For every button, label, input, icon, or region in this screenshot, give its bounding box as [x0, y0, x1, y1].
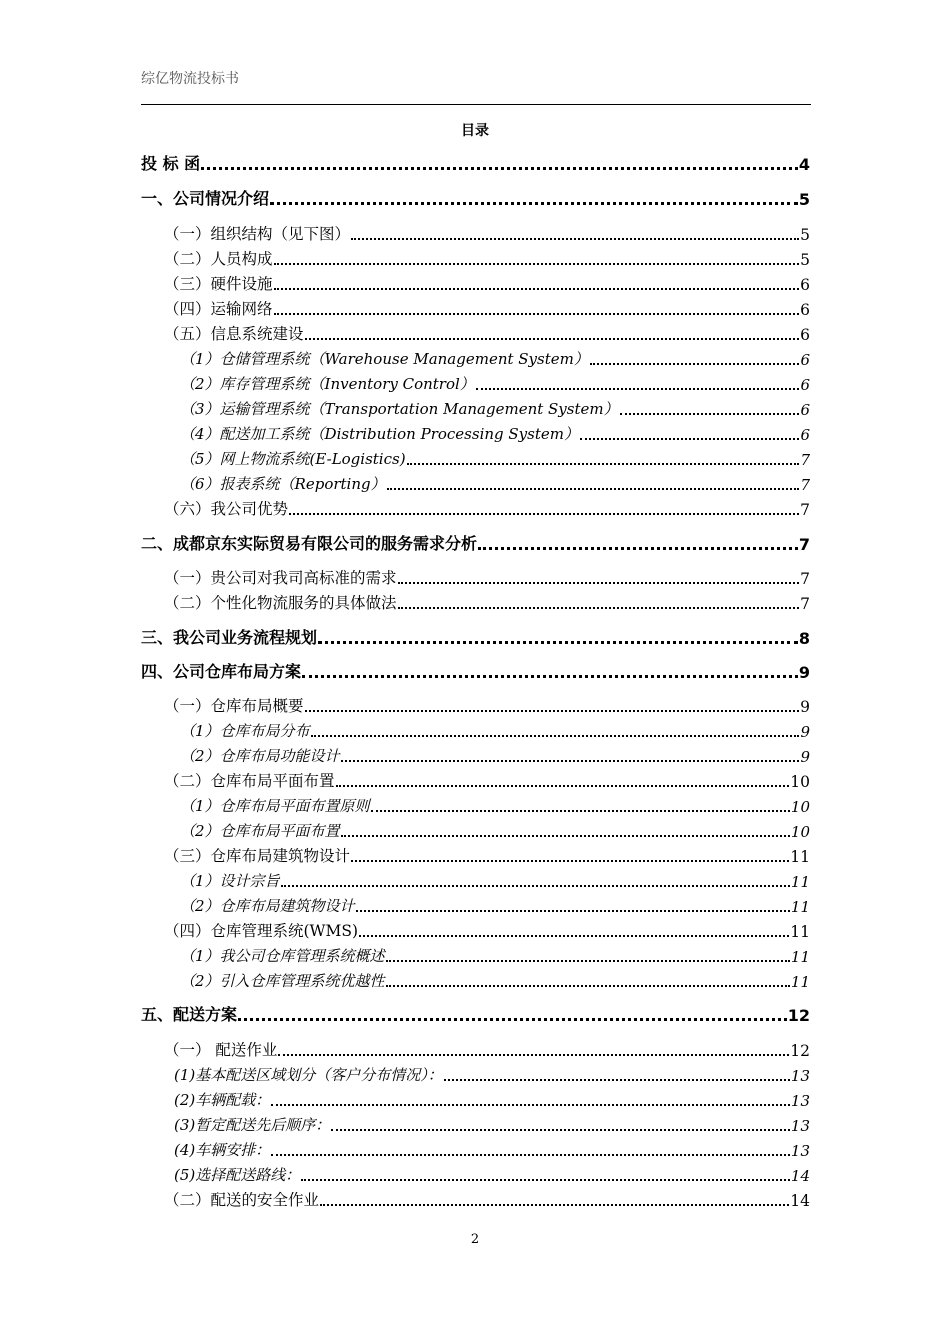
toc-entry-page: 6	[800, 426, 810, 444]
toc-entry-page: 10	[790, 798, 810, 816]
toc-entry-label: （2）库存管理系统（Inventory Control）	[180, 375, 475, 393]
toc-dot-leader	[620, 411, 800, 415]
toc-entry-label: (1)基本配送区域划分（客户分布情况）：	[174, 1066, 443, 1084]
toc-entry[interactable]	[180, 372, 810, 394]
toc-entry[interactable]	[164, 844, 810, 866]
toc-dot-leader	[305, 708, 800, 712]
running-header: 综亿物流投标书	[141, 71, 239, 87]
toc-entry[interactable]	[174, 1138, 810, 1160]
toc-entry-page: 7	[800, 570, 810, 588]
toc-entry[interactable]	[180, 744, 810, 766]
toc-entry-page: 11	[790, 948, 810, 966]
toc-dot-leader	[398, 580, 800, 584]
toc-entry[interactable]	[180, 969, 810, 991]
toc-entry-page: 9	[798, 663, 810, 682]
toc-dot-leader	[386, 983, 790, 987]
toc-entry[interactable]	[174, 1113, 810, 1135]
toc-dot-leader	[387, 486, 800, 490]
toc-entry-page: 10	[790, 773, 810, 791]
toc-entry-page: 11	[790, 923, 810, 941]
toc-entry-label: 三、我公司业务流程规划	[141, 628, 318, 647]
toc-entry[interactable]	[180, 794, 810, 816]
toc-entry-label: （五）信息系统建设	[164, 325, 304, 343]
toc-entry-label: （1）仓库布局平面布置原则	[180, 797, 370, 815]
toc-entry[interactable]	[180, 869, 810, 891]
toc-entry-label: 二、成都京东实际贸易有限公司的服务需求分析	[141, 534, 478, 553]
toc-dot-leader	[289, 511, 799, 515]
toc-entry-label: （5）网上物流系统(E-Logistics)	[180, 450, 406, 468]
toc-dot-leader	[590, 361, 800, 365]
toc-dot-leader	[356, 908, 790, 912]
toc-entry-label: (2)车辆配载：	[174, 1091, 271, 1109]
toc-entry-page: 6	[800, 401, 810, 419]
toc-entry[interactable]	[180, 347, 810, 369]
toc-dot-leader	[238, 1016, 787, 1021]
toc-entry-page: 11	[790, 873, 810, 891]
toc-dot-leader	[274, 261, 800, 265]
toc-entry[interactable]	[164, 247, 810, 269]
toc-entry[interactable]	[164, 322, 810, 344]
toc-entry-label: （二）人员构成	[164, 250, 273, 268]
toc-entry-page: 7	[800, 451, 810, 469]
page-number: 2	[470, 1232, 480, 1247]
toc-entry[interactable]	[164, 1188, 810, 1210]
toc-dot-leader	[444, 1077, 790, 1081]
toc-entry-page: 13	[790, 1117, 810, 1135]
toc-dot-leader	[336, 783, 790, 787]
toc-entry-label: （六）我公司优势	[164, 500, 289, 518]
toc-entry[interactable]	[164, 566, 810, 588]
toc-entry[interactable]	[164, 272, 810, 294]
toc-entry-page: 6	[800, 376, 810, 394]
toc-entry-label: （一）贵公司对我司高标准的需求	[164, 569, 397, 587]
toc-entry-page: 5	[800, 251, 810, 269]
toc-dot-leader	[318, 639, 798, 644]
toc-entry[interactable]	[180, 397, 810, 419]
toc-entry-page: 14	[790, 1167, 810, 1185]
toc-entry[interactable]	[164, 919, 810, 941]
toc-dot-leader	[281, 883, 790, 887]
toc-dot-leader	[351, 858, 789, 862]
toc-entry-page: 10	[790, 823, 810, 841]
toc-entry[interactable]	[164, 222, 810, 244]
toc-entry-label: （一）仓库布局概要	[164, 697, 304, 715]
toc-entry-label: （2）引入仓库管理系统优越性	[180, 972, 385, 990]
toc-entry[interactable]	[180, 719, 810, 741]
toc-entry-page: 9	[800, 723, 810, 741]
toc-entry[interactable]	[141, 152, 810, 174]
toc-entry-label: （四）运输网络	[164, 300, 273, 318]
toc-dot-leader	[274, 286, 800, 290]
toc-entry-page: 11	[790, 848, 810, 866]
toc-entry[interactable]	[141, 660, 810, 682]
toc-dot-leader	[201, 165, 798, 170]
toc-entry-label: （4）配送加工系统（Distribution Processing System）	[180, 425, 579, 443]
toc-entry[interactable]	[164, 591, 810, 613]
toc-entry-page: 6	[800, 301, 810, 319]
toc-entry-page: 5	[800, 226, 810, 244]
toc-dot-leader	[305, 336, 800, 340]
toc-dot-leader	[271, 1152, 790, 1156]
toc-dot-leader	[341, 833, 790, 837]
toc-entry[interactable]	[180, 944, 810, 966]
toc-dot-leader	[476, 386, 800, 390]
header-rule	[141, 104, 811, 105]
toc-dot-leader	[359, 933, 789, 937]
toc-entry[interactable]	[164, 694, 810, 716]
toc-entry[interactable]	[174, 1063, 810, 1085]
toc-entry-label: （6）报表系统（Reporting）	[180, 475, 386, 493]
toc-entry-label: （一） 配送作业	[164, 1041, 278, 1059]
toc-entry-label: （一）组织结构（见下图）	[164, 225, 351, 243]
toc-entry[interactable]	[180, 422, 810, 444]
toc-entry-label: （二）仓库布局平面布置	[164, 772, 335, 790]
toc-entry-page: 5	[798, 190, 810, 209]
toc-entry-label: （1）仓储管理系统（Warehouse Management System）	[180, 350, 589, 368]
toc-entry[interactable]	[164, 497, 810, 519]
toc-dot-leader	[580, 436, 799, 440]
toc-entry-label: （三）仓库布局建筑物设计	[164, 847, 351, 865]
toc-entry-label: 一、公司情况介绍	[141, 189, 270, 208]
toc-entry-label: （2）仓库布局平面布置	[180, 822, 340, 840]
toc-entry-label: 投 标 函	[141, 154, 201, 173]
toc-dot-leader	[274, 311, 800, 315]
toc-entry-label: （1）设计宗旨	[180, 872, 280, 890]
toc-entry-page: 7	[798, 535, 810, 554]
toc-entry-label: （2）仓库布局建筑物设计	[180, 897, 355, 915]
toc-entry[interactable]	[164, 769, 810, 791]
toc-entry-label: （二）个性化物流服务的具体做法	[164, 594, 397, 612]
toc-entry-page: 9	[800, 698, 810, 716]
toc-dot-leader	[270, 200, 798, 205]
toc-entry-label: （1）我公司仓库管理系统概述	[180, 947, 385, 965]
toc-dot-leader	[302, 673, 798, 678]
toc-entry-label: （2）仓库布局功能设计	[180, 747, 340, 765]
toc-entry-page: 4	[798, 155, 810, 174]
toc-entry-page: 7	[800, 595, 810, 613]
toc-entry-label: 五、配送方案	[141, 1005, 238, 1024]
toc-entry[interactable]	[141, 532, 810, 554]
toc-dot-leader	[278, 1052, 789, 1056]
toc-dot-leader	[386, 958, 790, 962]
toc-entry-page: 6	[800, 276, 810, 294]
toc-dot-leader	[320, 1202, 789, 1206]
toc-entry-page: 13	[790, 1067, 810, 1085]
toc-dot-leader	[398, 605, 800, 609]
toc-entry-label: （3）运输管理系统（Transportation Management System）	[180, 400, 619, 418]
toc-entry-label: （1）仓库布局分布	[180, 722, 310, 740]
toc-dot-leader	[371, 808, 790, 812]
toc-entry-page: 6	[800, 326, 810, 344]
toc-entry-page: 6	[800, 351, 810, 369]
toc-entry-label: 四、公司仓库布局方案	[141, 662, 302, 681]
toc-entry[interactable]	[174, 1088, 810, 1110]
toc-dot-leader	[271, 1102, 790, 1106]
toc-entry-page: 12	[787, 1006, 810, 1025]
toc-entry[interactable]	[180, 894, 810, 916]
toc-entry[interactable]	[164, 1038, 810, 1060]
toc-dot-leader	[478, 545, 798, 550]
toc-entry-label: （三）硬件设施	[164, 275, 273, 293]
toc-entry[interactable]	[141, 626, 810, 648]
toc-dot-leader	[331, 1127, 790, 1131]
toc-entry[interactable]	[180, 447, 810, 469]
toc-entry[interactable]	[180, 819, 810, 841]
toc-entry-page: 13	[790, 1092, 810, 1110]
toc-entry-label: (5)选择配送路线：	[174, 1166, 301, 1184]
toc-dot-leader	[341, 758, 800, 762]
toc-entry-page: 9	[800, 748, 810, 766]
toc-entry-page: 8	[798, 629, 810, 648]
toc-entry-page: 14	[790, 1192, 810, 1210]
toc-entry-page: 11	[790, 973, 810, 991]
toc-entry[interactable]	[180, 472, 810, 494]
toc-dot-leader	[407, 461, 800, 465]
toc-entry[interactable]	[141, 1003, 810, 1025]
toc-entry[interactable]	[174, 1163, 810, 1185]
toc-entry-page: 11	[790, 898, 810, 916]
toc-entry-label: (3)暂定配送先后顺序：	[174, 1116, 331, 1134]
toc-title: 目录	[461, 123, 489, 139]
toc-dot-leader	[301, 1177, 790, 1181]
toc-entry-page: 13	[790, 1142, 810, 1160]
toc-entry-page: 7	[800, 501, 810, 519]
toc-entry-label: （四）仓库管理系统(WMS)	[164, 922, 359, 940]
toc-entry-label: （二）配送的安全作业	[164, 1191, 320, 1209]
toc-entry-page: 7	[800, 476, 810, 494]
toc-entry-page: 12	[790, 1042, 810, 1060]
toc-entry[interactable]	[141, 187, 810, 209]
toc-entry[interactable]	[164, 297, 810, 319]
toc-dot-leader	[311, 733, 800, 737]
toc-dot-leader	[351, 236, 799, 240]
toc-entry-label: (4)车辆安排：	[174, 1141, 271, 1159]
